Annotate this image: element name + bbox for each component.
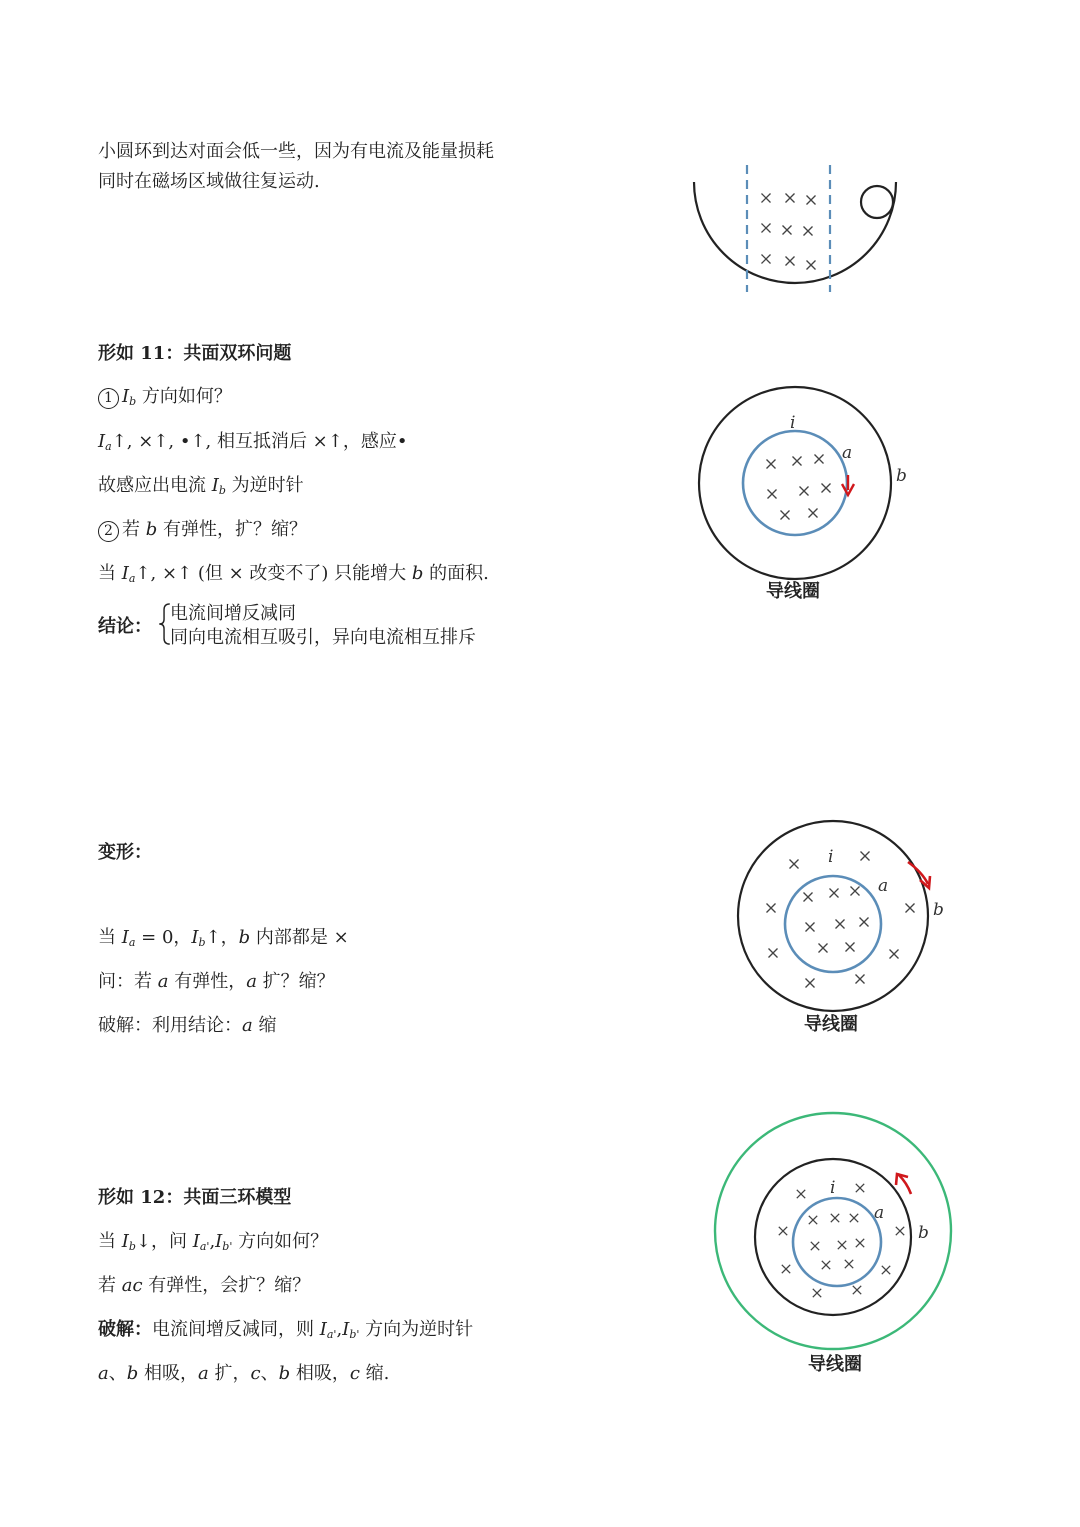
subscript: b — [129, 395, 137, 408]
var: I — [342, 1319, 350, 1340]
text-line — [98, 1230, 328, 1259]
var: a — [198, 1363, 209, 1384]
text-line — [98, 1274, 310, 1298]
var: I — [121, 563, 129, 584]
label-a: a — [878, 876, 889, 896]
field-x-mark — [838, 1241, 846, 1249]
text: 当 — [98, 563, 122, 584]
field-x-mark — [762, 194, 771, 203]
figure-caption: 导线圈 — [804, 1014, 858, 1035]
var: a — [157, 971, 169, 992]
subscript: a' — [326, 1328, 337, 1341]
field-x-mark — [809, 1216, 817, 1224]
field-x-mark — [882, 1266, 890, 1274]
field-x-mark — [809, 509, 818, 518]
text: 扩？缩？ — [256, 971, 335, 992]
field-x-mark — [856, 975, 865, 984]
conclusion-list — [170, 602, 476, 650]
field-x-mark — [856, 1239, 864, 1247]
text: 若 — [122, 519, 146, 540]
field-x-mark — [769, 949, 778, 958]
var: I — [191, 927, 199, 948]
conclusion-label: 结论： — [98, 616, 152, 637]
section-title: 形如 12：共面三环模型 — [98, 1187, 292, 1208]
var: I — [215, 1231, 223, 1252]
question-line — [98, 518, 307, 542]
text-line — [98, 1318, 473, 1347]
field-x-mark — [800, 487, 809, 496]
field-x-mark — [896, 1227, 904, 1235]
text: 、 — [108, 1363, 127, 1384]
text: , — [209, 1231, 216, 1252]
text-line — [98, 430, 407, 459]
var: c — [250, 1363, 261, 1384]
question-line — [98, 385, 232, 414]
field-x-mark — [860, 918, 869, 927]
field-x-mark — [846, 943, 855, 952]
field-x-mark — [779, 1227, 787, 1235]
section-title: 形如 11：共面双环问题 — [98, 343, 292, 364]
var: a — [98, 1363, 109, 1384]
text: 故感应出电流 — [98, 475, 212, 496]
text: 若 — [98, 1275, 122, 1296]
text: 方向如何？ — [136, 386, 232, 407]
text: 为逆时针 — [225, 475, 304, 496]
text: ↓，问 — [135, 1231, 193, 1252]
field-x-mark — [804, 893, 813, 902]
var: b — [145, 519, 158, 540]
text: 内部都是 × — [250, 927, 349, 948]
text: 有弹性，会扩？缩？ — [142, 1275, 311, 1296]
text: 缩 — [252, 1015, 277, 1036]
label-i: i — [828, 847, 834, 867]
var: a — [242, 1015, 253, 1036]
var: I — [98, 431, 106, 452]
field-x-mark — [783, 226, 792, 235]
subscript: b — [128, 1240, 136, 1253]
var: I — [211, 475, 219, 496]
var: b — [126, 1363, 139, 1384]
text: 破解：利用结论： — [98, 1015, 242, 1036]
field-x-mark — [797, 1190, 805, 1198]
text: 方向如何？ — [232, 1231, 329, 1252]
field-x-mark — [850, 1214, 858, 1222]
subscript: a' — [199, 1240, 210, 1253]
two-ring-figure — [698, 385, 918, 605]
label-b: b — [918, 1223, 929, 1243]
text-line — [98, 926, 349, 955]
field-x-mark — [762, 224, 771, 233]
var: b — [411, 563, 424, 584]
field-x-mark — [767, 904, 776, 913]
text: 问：若 — [98, 971, 158, 992]
text-line: 小圆环到达对面会低一些，因为有电流及能量损耗 — [98, 141, 494, 162]
field-x-mark — [807, 261, 816, 270]
figure-caption: 导线圈 — [766, 581, 820, 602]
subscript: a — [128, 936, 136, 949]
text: ↑, ×↑, •↑, 相互抵消后 ×↑，感应• — [111, 431, 408, 452]
text-line — [98, 474, 304, 503]
label-i: i — [790, 413, 796, 433]
text: ↑, ×↑ (但 × 改变不了) 只能增大 — [135, 563, 412, 584]
field-x-mark — [807, 196, 816, 205]
subscript: a — [105, 440, 112, 453]
var: I — [121, 927, 129, 948]
label-b: b — [933, 900, 944, 920]
figure-caption: 导线圈 — [808, 1354, 862, 1375]
subscript: b' — [349, 1328, 360, 1341]
text: 当 — [98, 927, 122, 948]
text: ↑， — [205, 927, 239, 948]
text: 电流间增反减同，则 — [152, 1319, 320, 1340]
field-x-mark — [830, 889, 839, 898]
field-x-mark — [890, 950, 899, 959]
circled-number: 2 — [98, 521, 119, 542]
text: 相吸， — [138, 1363, 198, 1384]
subscript: b — [198, 936, 206, 949]
field-x-mark — [831, 1214, 839, 1222]
text: , — [336, 1319, 343, 1340]
text-line — [98, 1362, 389, 1386]
field-x-mark — [793, 457, 802, 466]
field-x-mark — [853, 1286, 861, 1294]
text: 方向为逆时针 — [359, 1319, 474, 1340]
field-x-mark — [786, 257, 795, 266]
text: 有弹性，扩？缩？ — [157, 519, 307, 540]
section-title: 变形： — [98, 842, 152, 863]
var: a — [246, 971, 257, 992]
variant-ring-figure — [736, 820, 956, 1040]
field-x-mark — [822, 484, 831, 493]
field-x-mark — [768, 490, 777, 499]
field-x-mark — [819, 944, 828, 953]
subscript: b — [218, 484, 226, 497]
text: 、 — [260, 1363, 279, 1384]
field-x-mark — [786, 194, 795, 203]
var: c — [349, 1363, 360, 1384]
field-x-mark — [790, 860, 799, 869]
label-a: a — [842, 443, 853, 463]
bowl-magnetic-field-figure — [690, 160, 910, 295]
var: I — [121, 1231, 129, 1252]
field-x-mark — [822, 1261, 830, 1269]
text-line: 同时在磁场区域做往复运动. — [98, 171, 320, 192]
text: 扩， — [208, 1363, 251, 1384]
field-x-mark — [781, 511, 790, 520]
text: 有弹性， — [168, 971, 247, 992]
field-x-mark — [782, 1265, 790, 1273]
label-b: b — [896, 466, 907, 486]
text: 当 — [98, 1231, 122, 1252]
field-x-mark — [804, 227, 813, 236]
circled-number: 1 — [98, 388, 119, 409]
field-x-mark — [856, 1184, 864, 1192]
field-x-mark — [811, 1242, 819, 1250]
field-x-mark — [815, 455, 824, 464]
label-a: a — [874, 1203, 885, 1223]
field-x-mark — [806, 979, 815, 988]
label-i: i — [830, 1178, 836, 1198]
var: I — [192, 1231, 200, 1252]
text: 缩. — [359, 1363, 390, 1384]
field-x-mark — [813, 1289, 821, 1297]
field-x-mark — [906, 904, 915, 913]
var: I — [122, 386, 130, 407]
field-x-mark — [836, 920, 845, 929]
var: b — [238, 927, 251, 948]
var: I — [319, 1319, 327, 1340]
subscript: a — [128, 572, 136, 585]
var: b — [278, 1363, 291, 1384]
text: 相吸， — [290, 1363, 350, 1384]
field-x-mark — [767, 460, 776, 469]
field-x-mark — [845, 1260, 853, 1268]
var: ac — [121, 1275, 143, 1296]
text: 的面积. — [423, 563, 489, 584]
field-x-mark — [851, 887, 860, 896]
conclusion-item: 同向电流相互吸引，异向电流相互排斥 — [170, 627, 476, 648]
text: = 0， — [135, 927, 192, 948]
field-x-mark — [861, 852, 870, 861]
three-ring-figure — [712, 1112, 957, 1377]
field-x-mark — [806, 923, 815, 932]
field-x-mark — [762, 255, 771, 264]
text-line — [98, 970, 335, 994]
text-line — [98, 562, 489, 591]
label: 破解： — [98, 1319, 152, 1340]
conclusion-item: 电流间增反减同 — [170, 603, 296, 624]
subscript: b' — [222, 1240, 233, 1253]
text-line — [98, 1014, 276, 1038]
